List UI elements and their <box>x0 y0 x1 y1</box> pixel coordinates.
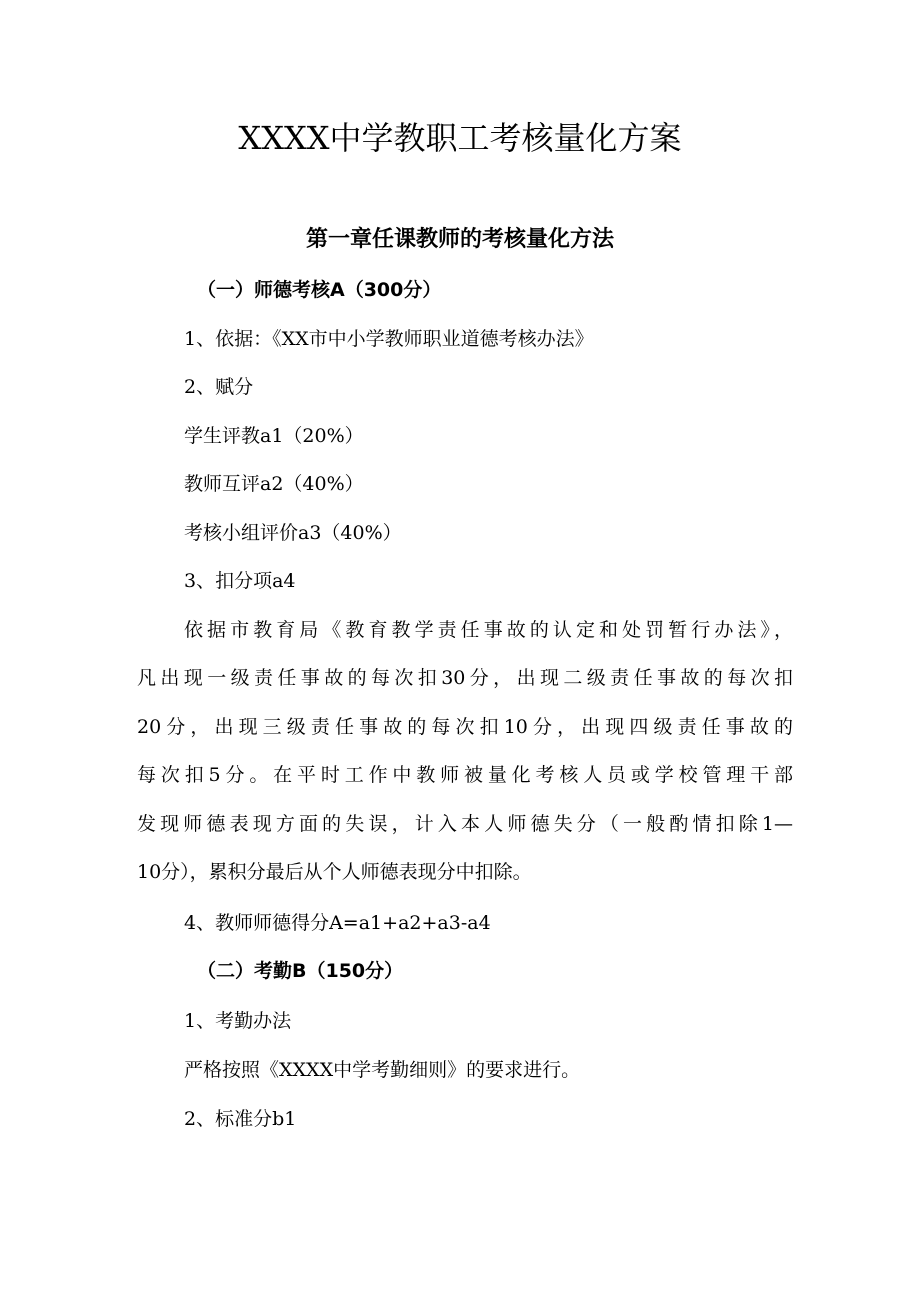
paragraph-line: 20分，出现三级责任事故的每次扣10分，出现四级责任事故的 <box>137 716 793 738</box>
standard-score-label: 2、标准分b1 <box>184 1108 297 1130</box>
deduction-label: 3、扣分项a4 <box>184 570 296 592</box>
scoring-item-peer: 教师互评a2（40%） <box>184 473 364 495</box>
basis-line: 1、依据：《XX市中小学教师职业道德考核办法》 <box>184 328 594 350</box>
paragraph-line: 每次扣5分。在平时工作中教师被量化考核人员或学校管理干部 <box>137 764 793 786</box>
attendance-method-text: 严格按照《XXXX中学考勤细则》的要求进行。 <box>184 1059 581 1081</box>
paragraph-line: 发现师德表现方面的失误，计入本人师德失分（一般酌情扣除1— <box>137 813 793 835</box>
scoring-item-committee: 考核小组评价a3（40%） <box>184 522 402 544</box>
paragraph-line: 10分），累积分最后从个人师德表现分中扣除。 <box>137 861 532 883</box>
paragraph-line: 依据市教育局《教育教学责任事故的认定和处罚暂行办法》， <box>184 619 793 641</box>
paragraph-line: 凡出现一级责任事故的每次扣30分，出现二级责任事故的每次扣 <box>137 667 793 689</box>
section-heading-ethics: （一）师德考核A（300分） <box>197 279 442 301</box>
scoring-label: 2、赋分 <box>184 376 254 398</box>
formula-line: 4、教师师德得分A=a1+a2+a3-a4 <box>184 912 491 934</box>
chapter-title: 第一章任课教师的考核量化方法 <box>305 227 614 252</box>
scoring-item-student: 学生评教a1（20%） <box>184 425 364 447</box>
section-heading-attendance: （二）考勤B（150分） <box>197 960 404 982</box>
document-title: XXXX中学教职工考核量化方案 <box>238 119 682 157</box>
attendance-method-label: 1、考勤办法 <box>184 1010 292 1032</box>
